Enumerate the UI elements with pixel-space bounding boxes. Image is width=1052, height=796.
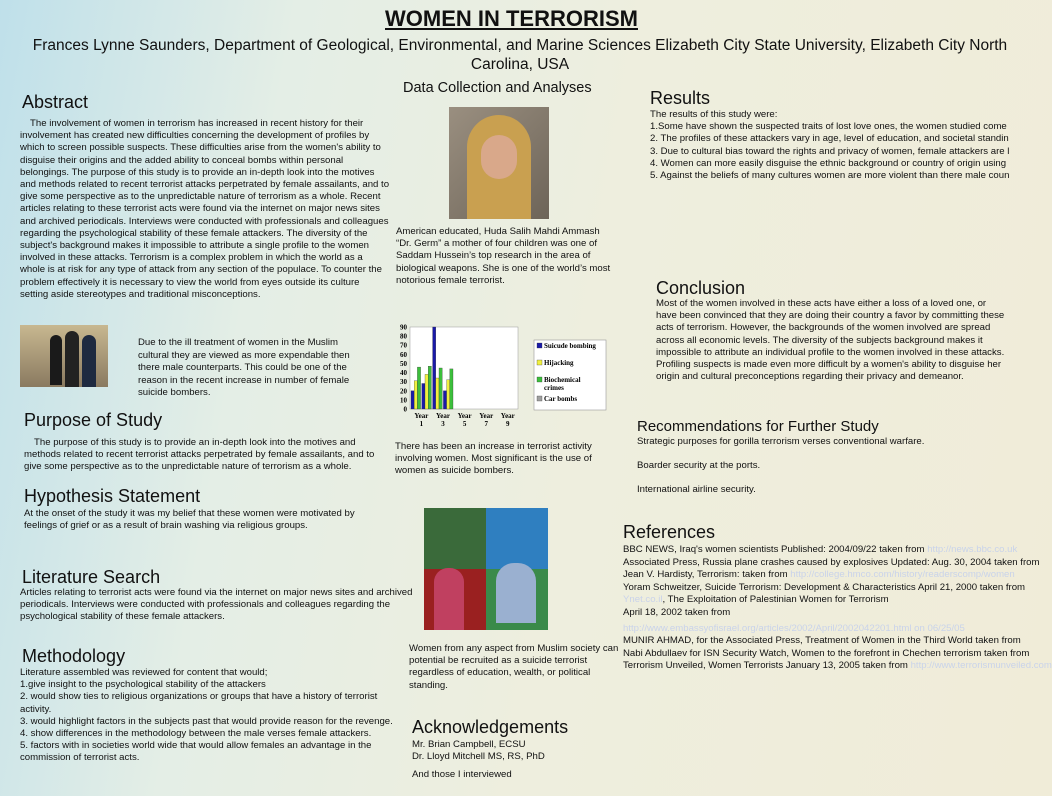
y-tick-label: 40 <box>400 369 407 378</box>
y-tick-label: 0 <box>403 405 407 414</box>
recommendations-heading: Recommendations for Further Study <box>637 418 879 435</box>
y-tick-label: 10 <box>400 396 407 405</box>
literature-text: Articles relating to terrorist acts were found via the internet on major news sites and archived periodicals. Interviews were conducted with professionals and colleagues regarding the psychological stability of these female attackers. <box>20 587 413 623</box>
women-caption: Women from any aspect from Muslim society can potential be recruited as a suicide terrorist regardless of education, wealth, or political standing. <box>409 643 619 691</box>
poster-title: WOMEN IN TERRORISM <box>385 6 638 31</box>
huda-ammash-photo <box>449 107 549 219</box>
bar <box>422 383 425 409</box>
results-item: 5. Against the beliefs of many cultures women are more violent than there male coun <box>650 170 1010 182</box>
legend-label: Suicude bombing <box>544 342 596 350</box>
y-tick-label: 50 <box>400 359 407 368</box>
references-heading: References <box>623 522 716 542</box>
bar <box>436 378 439 409</box>
bar <box>411 391 414 409</box>
legend-swatch <box>537 360 542 365</box>
y-tick-label: 90 <box>400 323 407 332</box>
reference-link[interactable]: http://www.terrorismunveiled.com <box>910 660 1052 672</box>
references-list <box>623 544 1052 673</box>
x-tick-label: Year 5 <box>457 412 472 428</box>
hypothesis-heading: Hypothesis Statement <box>24 486 201 506</box>
acknowledgement-item: Mr. Brian Campbell, ECSU <box>412 739 526 750</box>
bar <box>443 391 446 409</box>
reference-item: April 18, 2002 taken from <box>623 606 731 618</box>
methodology-item: 3. would highlight factors in the subjects past that would provide reason for the revenge. <box>20 715 393 727</box>
conclusion-text: Most of the women involved in these acts have either a loss of a loved one, or have been convinced that they are doing their country a favor by committing these acts of terrorism. However, the backgrounds of the women involved are spread across all economic levels. The diversity of the subjects background makes it impossible to attribute an individual profile to the women involved in these attacks. Profiling suspects is made even more difficult by a women's ability to disguise her origin and cultural preconceptions regarding their privacy and demeanor. <box>656 298 1005 383</box>
results-heading: Results <box>650 88 711 108</box>
methodology-item: 1.give insight to the psychological stability of the attackers <box>20 679 266 691</box>
reference-link[interactable]: http://news.bbc.co.uk <box>927 544 1018 555</box>
abstract-text: The involvement of women in terrorism has increased in recent history for their involvement has created new difficulties concerning the development of profiles by which to screen possible suspects. These difficulties arise from the women's ability to disguise their origins and the added ability to conceal bombs within personal belongings. The purpose of this study is to provide an in-depth look into the motives and methods related to recent terrorist attacks perpetrated by female assailants, and to give some perspective as to the unpredictable nature of terrorism as a whole. Recent articles relating to these terrorist acts were found via the internet on major news sites and archived periodicals. Interviews were conducted with professionals and colleagues regarding the psychological stability of these female attackers. The diversity of the subject's background makes it impossible to attribute a single profile to the women involved in these attacks. Terrorism is a complex problem in which the world as a whole is at risk for any type of attack from any section of the populace. To counter the problem effectively it is necessary to view the world from eyes outside its culture setting aside stereotypes and traditional misconceptions. <box>20 118 390 300</box>
huda-caption: American educated, Huda Salih Mahdi Ammash “Dr. Germ” a mother of four children was one of Saddam Hussein’s top research in the area of biological weapons. She is one of the world’s most notorious female terrorist. <box>396 226 611 286</box>
reference-item <box>623 623 1052 636</box>
acknowledgements-heading: Acknowledgements <box>412 717 569 737</box>
reference-item: Yoram Schweitzer, Suicide Terrorism: Development & Characteristics April 21, 2000 taken from <box>623 581 1026 593</box>
reference-link[interactable]: http://college.hmco.com/history/readerscomp/women <box>790 569 1015 581</box>
legend-label: Biochemical <box>544 376 581 384</box>
x-tick-label: Year 7 <box>479 412 494 428</box>
legend-swatch <box>537 343 542 348</box>
literature-heading: Literature Search <box>22 567 161 587</box>
bar <box>425 374 428 409</box>
conclusion-heading: Conclusion <box>656 278 746 298</box>
bar <box>433 327 436 409</box>
results-item: 3. Due to cultural bias toward the rights and privacy of women, female attackers are l <box>650 145 1010 157</box>
data-collection-heading: Data Collection and Analyses <box>403 80 592 96</box>
reference-item: Ynet.co.il, The Exploitation of Palestinian Women for Terrorism <box>623 594 889 606</box>
reference-item: Jean V. Hardisty, Terrorism: taken from http://college.hmco.com/history/readerscomp/women <box>623 569 1015 581</box>
bar <box>414 381 417 409</box>
bar <box>447 380 450 409</box>
reference-item: Nabi Abdullaev for ISN Security Watch, Women to the forefront in Chechen terrorism taken from <box>623 647 1030 659</box>
y-tick-label: 30 <box>400 378 407 387</box>
methodology-item: 5. factors with in societies world wide that would allow females an advantage in the commission of terrorist acts. <box>20 740 372 764</box>
muslim-women-collage-photo <box>424 508 548 630</box>
chart-caption: There has been an increase in terrorist activity involving women. Most significant is the use of women as suicide bombers. <box>395 441 592 477</box>
hypothesis-text: At the onset of the study it was my belief that these women were motivated by feelings of grief or as a result of brain washing via religious groups. <box>24 508 355 532</box>
veiled-women-photo <box>20 325 108 387</box>
x-tick-label: Year 9 <box>500 412 515 428</box>
y-tick-label: 20 <box>400 387 407 396</box>
reference-link[interactable]: http://www.embassyofisrael.org/articles/2002/April/2002042201.html on 06/25/05 <box>623 622 965 634</box>
y-tick-label: 70 <box>400 341 407 350</box>
methodology-item: 4. show differences in the methodology between the male verses female attackers. <box>20 728 372 740</box>
acknowledgement-item: And those I interviewed <box>412 769 512 781</box>
methodology-list <box>20 667 398 765</box>
abstract-heading: Abstract <box>22 92 89 112</box>
bar <box>428 366 431 409</box>
legend-swatch <box>537 396 542 401</box>
purpose-heading: Purpose of Study <box>24 410 163 430</box>
bar <box>439 368 442 409</box>
reference-item: Associated Press, Russia plane crashes caused by explosives Updated: Aug. 30, 2004 taken from <box>623 556 1040 568</box>
bar <box>417 367 420 409</box>
legend-swatch <box>537 377 542 382</box>
legend-label: Hijacking <box>544 359 574 367</box>
reference-item: Terrorism Unveiled, Women Terrorists January 13, 2005 taken from http://www.terrorismunveiled.com <box>623 660 1052 672</box>
y-tick-label: 60 <box>400 350 407 359</box>
legend-label: crimes <box>544 384 564 392</box>
methodology-item: Literature assembled was reviewed for content that would; <box>20 667 268 678</box>
legend-label: Car bombs <box>544 395 578 403</box>
muslim-caption: Due to the ill treatment of women in the Muslim cultural they are viewed as more expendable then there male counterparts. This could be one of the reason in the recent increase in number of female suicide bombers. <box>138 337 350 398</box>
terrorism-bar-chart <box>390 320 620 435</box>
results-item: The results of this study were: <box>650 109 778 120</box>
results-list <box>650 109 1009 182</box>
results-item: 4. Women can more easily disguise the ethnic background or country of origin using <box>650 157 1007 169</box>
y-tick-label: 80 <box>400 332 407 341</box>
bar <box>450 369 453 409</box>
reference-item: BBC NEWS, Iraq's women scientists Published: 2004/09/22 taken from http://news.bbc.co.uk <box>623 544 1018 555</box>
methodology-heading: Methodology <box>22 646 126 666</box>
results-item: 2. The profiles of these attackers vary in age, level of education, and societal standin <box>650 133 1009 145</box>
reference-link[interactable]: Ynet.co.il <box>623 594 663 606</box>
purpose-text: The purpose of this study is to provide an in-depth look into the motives and methods related to recent terrorist attacks perpetrated by female assailants, and to give some perspective as to the unpredictable nature of terrorism as a whole. <box>24 437 375 473</box>
acknowledgement-item: Dr. Lloyd Mitchell MS, RS, PhD <box>412 751 545 763</box>
x-tick-label: Year 3 <box>436 412 450 428</box>
methodology-item: 2. would show ties to religious organizations or groups that have a history of terrorist activity. <box>20 691 378 715</box>
recommendation-item: Strategic purposes for gorilla terrorism verses conventional warfare. <box>637 436 925 447</box>
recommendation-item: International airline security. <box>637 484 756 496</box>
x-tick-label: Year 1 <box>414 412 429 428</box>
recommendation-item: Boarder security at the ports. <box>637 460 761 472</box>
results-item: 1.Some have shown the suspected traits of lost love ones, the women studied come <box>650 121 1007 133</box>
reference-item: MUNIR AHMAD, for the Associated Press, Treatment of Women in the Third World taken from <box>623 635 1021 647</box>
author-affiliation: Frances Lynne Saunders, Department of Geological, Environmental, and Marine Sciences Elizabeth City State University, Elizabeth City North Carolina, USA <box>32 37 1008 73</box>
